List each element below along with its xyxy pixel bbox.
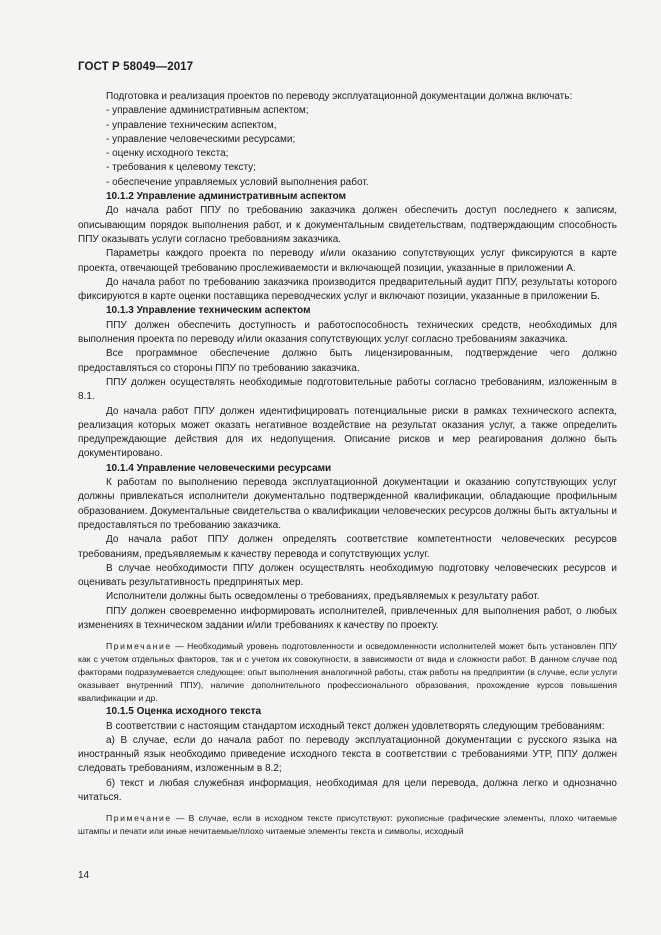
page-number: 14 (78, 870, 90, 881)
note-block (78, 640, 617, 705)
page-body (78, 90, 617, 838)
list-item: - управление техническим аспектом, (106, 119, 277, 131)
paragraph: В соответствии с настоящим стандартом исходный текст должен удовлетворять следующим требованиям: (106, 720, 605, 732)
section-heading-10-1-2: 10.1.2 Управление административным аспектом (106, 191, 347, 203)
note-label: Примечание (106, 641, 172, 652)
standard-header: ГОСТ Р 58049—2017 (78, 61, 194, 73)
paragraph: До начала работ ППУ должен определять соответствие компетентности человеческих ресурсов требованиям, предъявляемым к качеству перевода и сопутствующих услуг. (78, 534, 617, 560)
note-block (78, 812, 617, 838)
list-item: - требования к целевому тексту; (106, 162, 256, 174)
paragraph: До начала работ ППУ должен идентифицировать потенциальные риски в рамках технического аспекта, реализация которых может оказать негативное воздействие на результат оказания услуг, а также определить предупреждающие действия для их недопущения. Описание рисков и мер реагирования должно быть документировано. (78, 405, 617, 460)
paragraph: Исполнители должны быть осведомлены о требованиях, предъявляемых к результату работ. (106, 591, 540, 603)
paragraph: В случае необходимости ППУ должен осуществлять необходимую подготовку человеческих ресурсов и оценивать результативность предпринятых мер. (78, 562, 617, 589)
paragraph: Параметры каждого проекта по переводу и/или оказанию сопутствующих услуг фиксируются в карте проекта, отвечающей требованию прослеживаемости и включающей позиции, указанные в приложении А. (78, 248, 617, 274)
note-label: Примечание (106, 813, 172, 824)
paragraph: ППУ должен осуществлять необходимые подготовительные работы согласно требованиям, изложенным в 8.1. (78, 376, 617, 403)
section-heading-10-1-5: 10.1.5 Оценка исходного текста (106, 706, 262, 718)
paragraph: а) В случае, если до начала работ по переводу эксплуатационной документации с русского языка на иностранный язык необходимо приведение исходного текста в соответствии с требованиями УТР, ППУ должен следовать требованиям, изложенным в 8.2; (78, 734, 617, 775)
note-dash: — (171, 813, 189, 824)
paragraph: До начала работ по требованию заказчика производится предварительный аудит ППУ, результаты которого фиксируются в карте оценки поставщика переводческих услуг и включают позиции, указанные в приложении Б. (78, 276, 617, 303)
list-item: - управление административным аспектом; (106, 105, 309, 117)
paragraph: ППУ должен обеспечить доступность и работоспособность технических средств, необходимых для выполнения проекта по переводу и/или оказания сопутствующих услуг согласно требованиям заказчика. (78, 319, 617, 346)
paragraph: Все программное обеспечение должно быть лицензированным, подтверждение чего должно предоставляться со стороны ППУ по требованию заказчика. (78, 348, 617, 374)
paragraph: ППУ должен своевременно информировать исполнителей, привлеченных для выполнения работ, о любых изменениях в техническом задании и/или требованиях к качеству по проекту. (78, 605, 617, 631)
paragraph: б) текст и любая служебная информация, необходимая для цели перевода, должна легко и однозначно читаться. (78, 777, 617, 804)
section-heading-10-1-4: 10.1.4 Управление человеческими ресурсами (106, 462, 332, 474)
note-text: В случае, если в исходном тексте присутствуют: рукописные графические элементы, плохо читаемые штампы и печати или иные нечитаемые/плохо читаемые элементы текста и символы, исходный (78, 813, 617, 837)
note-dash: — (171, 641, 188, 652)
paragraph: До начала работ ППУ по требованию заказчика должен обеспечить доступ последнего к записям, описывающим порядок выполнения работ, и к документальным свидетельствам, подтверждающим способность ППУ оказывать услуги согласно требованиям заказчика. (78, 205, 617, 245)
list-item: - управление человеческими ресурсами; (106, 133, 296, 145)
list-item: - оценку исходного текста; (106, 148, 229, 160)
note-text: Необходимый уровень подготовленности и осведомленности исполнителей может быть установлен ППУ как с учетом отдельных факторов, так и с учетом их совокупности, в зависимости от вида и сложности работ. В данном случае под факторами подразумевается следующее: опыт выполнения аналогичной работы, стаж работы на предприятии (в случае, если услуги оказывает внутренний ППУ), наличие дополнительного профессионального образования, прохождение курсов повышения квалификации и др. (78, 641, 617, 704)
paragraph: К работам по выполнению перевода эксплуатационной документации и оказанию сопутствующих услуг должны привлекаться исполнители документально подтвержденной квалификации, обладающие профильным образованием. Документальные свидетельства о квалификации человеческих ресурсов должны быть актуальны и предоставляться по требованию заказчика. (78, 477, 617, 531)
intro-paragraph: Подготовка и реализация проектов по переводу эксплуатационной документации должна включать: (106, 91, 573, 102)
list-item: - обеспечение управляемых условий выполнения работ. (106, 176, 369, 188)
section-heading-10-1-3: 10.1.3 Управление техническим аспектом (106, 305, 311, 317)
